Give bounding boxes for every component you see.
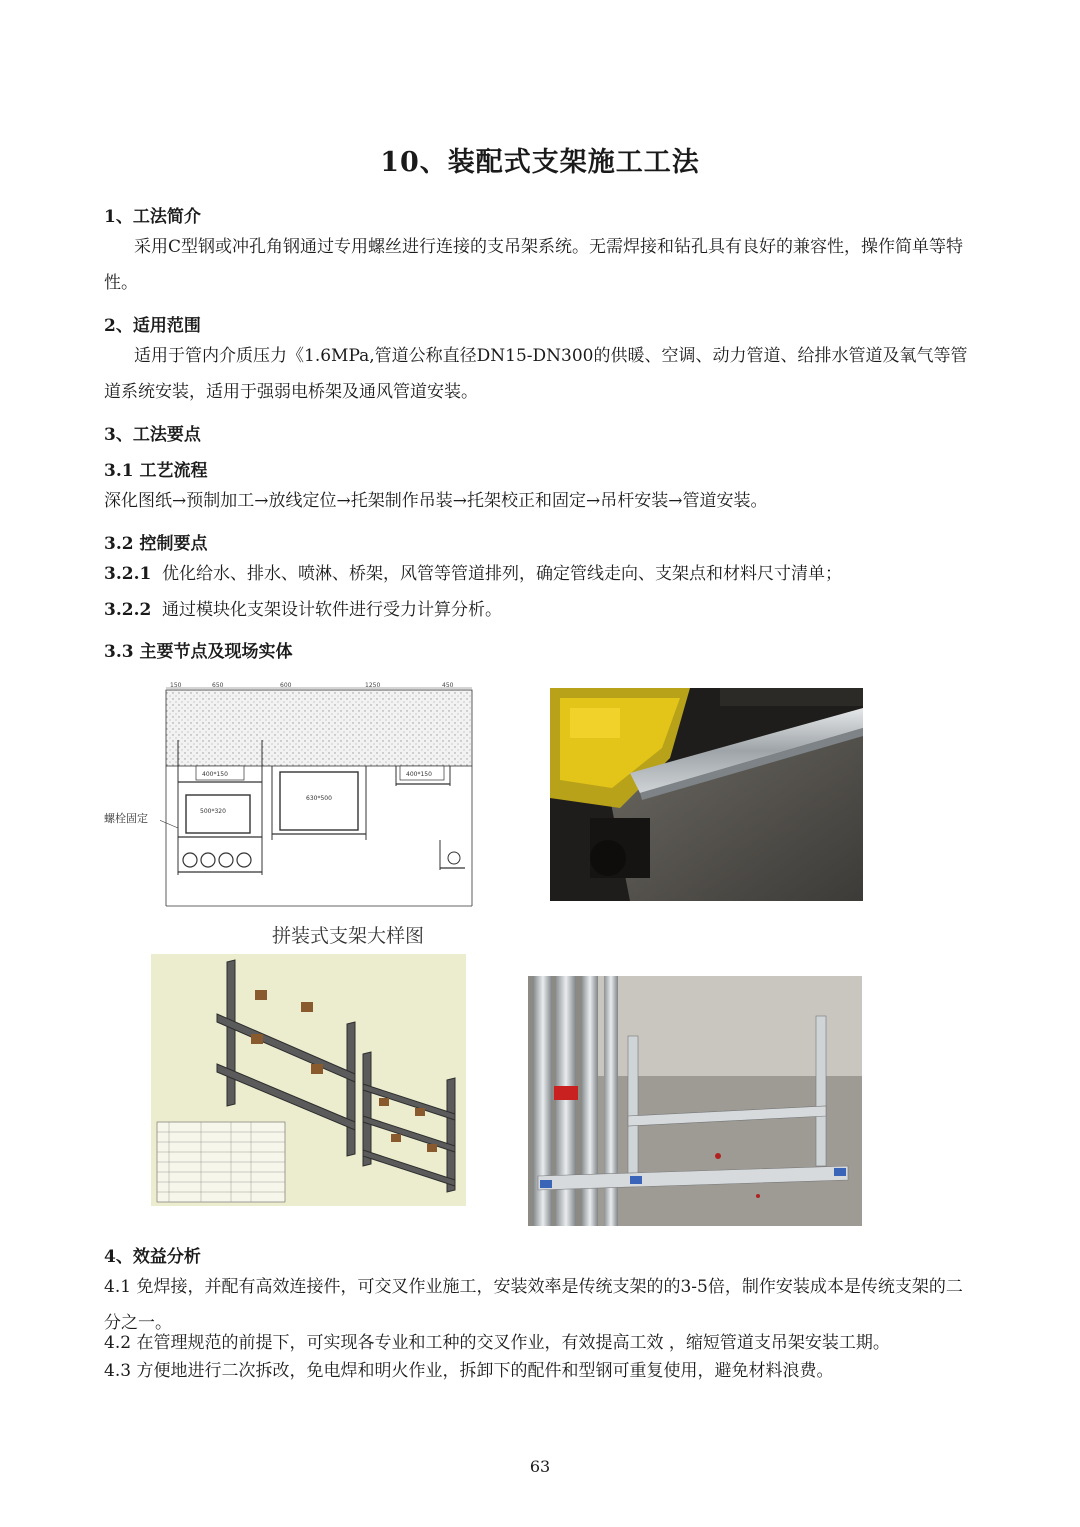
support-cad-drawing [160,680,480,950]
item-text: 通过模块化支架设计软件进行受力计算分析。 [162,600,502,620]
section-2-heading: 2、适用范围 [104,316,201,336]
dim-label: 650 [212,682,224,689]
section-3-1-body: 深化图纸→预制加工→放线定位→托架制作吊装→托架校正和固定→吊杆安装→管道安装。 [104,491,768,511]
dim-label: 150 [170,682,182,689]
section-4-para-1: 4.1 免焊接，并配有高效连接件，可交叉作业施工，安装效率是传统支架的的3-5倍，制作安装成本是传统支架的二分之一。 [104,1277,963,1333]
dim-label: 600 [280,682,292,689]
duct-label: 500*320 [200,808,226,815]
photo-svg [550,688,863,901]
section-1-body: 采用C型钢或冲孔角钢通过专用螺丝进行连接的支吊架系统。无需焊接和钻孔具有良好的兼容性，操作简单等特性。 [104,237,964,293]
section-3-3-heading: 3.3 主要节点及现场实体 [104,642,293,662]
support-3d-model [151,954,466,1206]
item-text: 优化给水、排水、喷淋、桥架，风管等管道排列，确定管线走向、支架点和材料尺寸清单； [162,564,842,584]
section-4-heading: 4、效益分析 [104,1247,201,1267]
section-3-1-heading: 3.1 工艺流程 [104,461,208,481]
section-3-2-1 [104,556,976,592]
model-svg [151,954,466,1206]
section-3-2-heading: 3.2 控制要点 [104,534,208,554]
duct-label: 400*150 [202,771,228,778]
page-title: 10、装配式支架施工工法 [380,147,700,178]
concrete-slab [166,690,472,766]
item-number: 3.2.1 [104,564,152,584]
dim-label: 450 [442,682,454,689]
cad-drawing-svg [160,680,480,950]
item-number: 3.2.2 [104,600,152,620]
dim-label: 1250 [365,682,381,689]
bolt-fixing-label: 螺栓固定 [104,812,148,825]
drawing-caption: 拼装式支架大样图 [272,925,425,947]
section-1-heading: 1、工法简介 [104,207,201,227]
photo-svg [528,976,862,1226]
site-photo-cutting-machine [550,688,863,901]
section-4-para-3: 4.3 方便地进行二次拆改，免电焊和明火作业，拆卸下的配件和型钢可重复使用，避免材料浪费。 [104,1361,834,1381]
section-3-heading: 3、工法要点 [104,425,201,445]
site-photo-installed-support [528,976,862,1226]
section-3-2-2 [104,592,976,628]
duct-label: 400*150 [406,771,432,778]
section-2-body: 适用于管内介质压力《1.6MPa,管道公称直径DN15-DN300的供暖、空调、动力管道、给排水管道及氧气等管道系统安装，适用于强弱电桥架及通风管道安装。 [104,346,968,402]
duct-label: 630*500 [306,795,332,802]
page-number: 63 [529,1457,551,1476]
section-4-para-2: 4.2 在管理规范的前提下，可实现各专业和工种的交叉作业，有效提高工效 ，缩短管道支吊架安装工期。 [104,1333,890,1353]
